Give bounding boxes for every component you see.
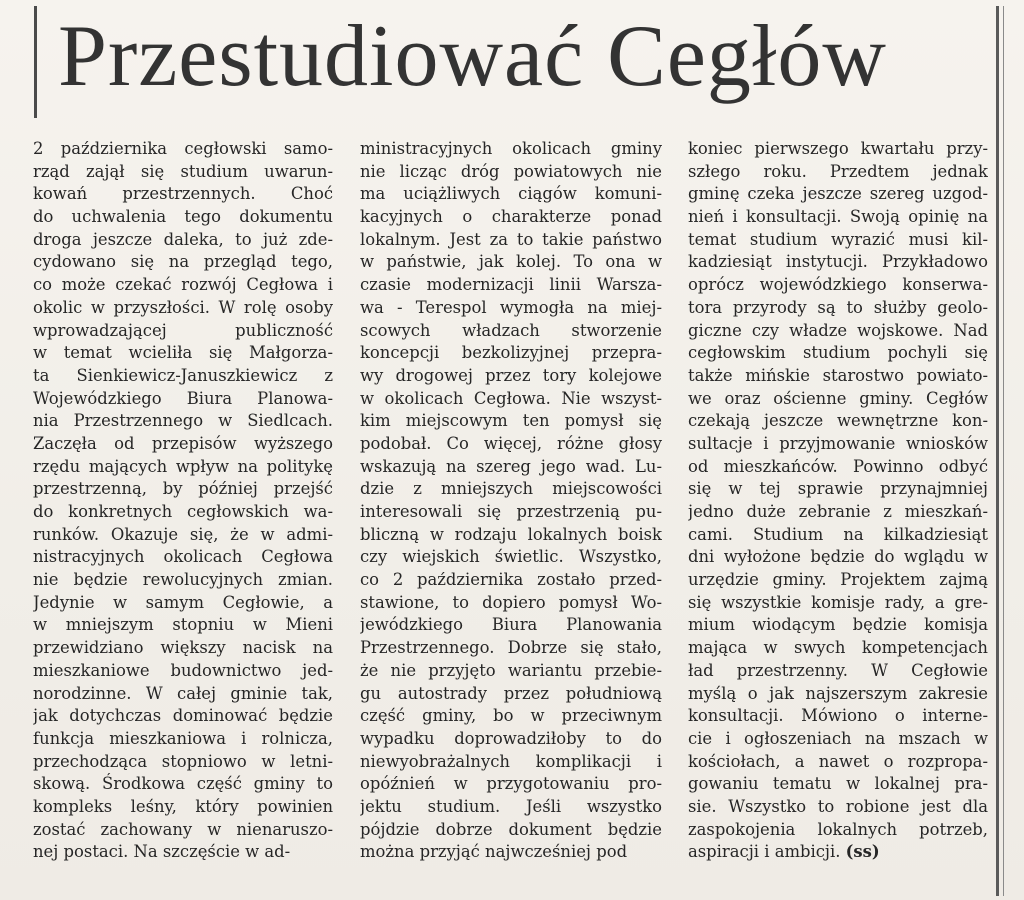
article-line: niewyobrażalnych komplikacji i (360, 751, 662, 771)
article-line: do uchwalenia tego dokumentu (33, 207, 333, 227)
article-line: oprócz wojewódzkiego konserwa- (688, 275, 988, 295)
article-line: szłego roku. Przedtem jednak (688, 161, 988, 181)
article-line: kadziesiąt instytucji. Przykładowo (688, 252, 988, 272)
article-line: że nie przyjęto wariantu przebie- (360, 660, 662, 680)
article-line: gowaniu tematu w lokalnej pra- (688, 774, 988, 794)
article-line: opóźnień w przygotowaniu pro- (360, 774, 662, 794)
article-line: gminę czeka jeszcze szereg uzgod- (688, 184, 988, 204)
article-line: funkcja mieszkaniowa i rolnicza, (33, 728, 333, 748)
article-line: się wszystkie komisje rady, a gre- (688, 592, 988, 612)
article-line: Jedynie w samym Cegłowie, a (33, 592, 333, 612)
article-line: sultacje i przyjmowanie wniosków (688, 433, 988, 453)
article-line: do konkretnych cegłowskich wa- (33, 502, 333, 521)
article-line: skową. Środkowa część gminy to (33, 774, 333, 794)
article-line: jektu studium. Jeśli wszystko (360, 796, 662, 816)
article-line: we oraz ościenne gminy. Cegłów (688, 388, 988, 408)
article-line: cydowano się na przegląd tego, (33, 252, 333, 272)
article-line: dzie z mniejszych miejscowości (360, 479, 662, 499)
article-line: nie będzie rewolucyjnych zmian. (33, 570, 333, 590)
article-line: co 2 października zostało przed- (360, 570, 662, 590)
article-line: zostać zachowany w nienaruszo- (33, 819, 333, 839)
article-line: kompleks leśny, który powinien (33, 796, 333, 816)
article-line: w państwie, jak kolej. To ona w (360, 252, 662, 272)
article-line: koniec pierwszego kwartału przy- (688, 139, 988, 158)
article-line: Zaczęła od przepisów wyższego (33, 433, 333, 453)
article-line: wskazują na szereg jego wad. Lu- (360, 456, 662, 476)
article-line: giczne czy władze wojskowe. Nad (688, 320, 988, 340)
article-line: interesowali się przestrzenią pu- (360, 502, 662, 521)
article-line: mium wiodącym będzie komisja (688, 615, 988, 635)
article-line: lokalnym. Jest za to takie państwo (360, 229, 662, 249)
article-line: także mińskie starostwo powiato- (688, 365, 988, 385)
article-line: jewódzkiego Biura Planowania (360, 615, 662, 635)
article-line: myślą o jak najszerszym zakresie (688, 683, 988, 703)
right-rule-thin (1003, 6, 1004, 896)
article-line: okolic w przyszłości. W rolę osoby (33, 297, 333, 317)
article-line: przestrzenną, by później przejść (33, 479, 333, 499)
article-line: rząd zajął się studium uwarun- (33, 161, 333, 181)
article-line: przechodząca stopniowo w letni- (33, 751, 333, 771)
article-line: kościołach, a nawet o rozpropa- (688, 751, 988, 771)
author-signature: (ss) (845, 842, 880, 862)
article-line: stawione, to dopiero pomysł Wo- (360, 592, 662, 612)
article-line: runków. Okazuje się, że w admi- (33, 524, 333, 544)
article-line: w temat wcieliła się Małgorza- (33, 343, 333, 363)
article-line: można przyjąć najwcześniej pod (360, 842, 628, 862)
article-line: norodzinne. W całej gminie tak, (33, 683, 333, 703)
article-column-2 (360, 138, 662, 864)
article-line: urzędzie gminy. Projektem zajmą (688, 570, 988, 590)
article-line: nej postaci. Na szczęście w ad- (33, 842, 291, 862)
article-line: czy wiejskich świetlic. Wszystko, (360, 547, 662, 567)
article-line: wy drogowej przez tory kolejowe (360, 365, 662, 385)
article-line: jak dotychczas dominować będzie (33, 706, 333, 726)
article-line: wypadku doprowadziłoby to do (360, 728, 662, 748)
article-line: jedno duże zebranie z mieszkań- (688, 502, 988, 521)
article-line: Wojewódzkiego Biura Planowa- (33, 388, 333, 408)
article-line: się w tej sprawie przynajmniej (688, 479, 988, 499)
article-line: aspiracji i ambicji. (ss) (688, 842, 880, 862)
article-line: wprowadzającej publiczność (33, 320, 333, 340)
article-line: wa - Terespol wymogła na miej- (360, 297, 662, 317)
article-line: w okolicach Cegłowa. Nie wszyst- (360, 388, 662, 408)
article-line: ta Sienkiewicz-Januszkiewicz z (33, 365, 333, 385)
article-line: cami. Studium na kilkadziesiąt (688, 524, 988, 544)
article-line: sie. Wszystko to robione jest dla (688, 796, 988, 816)
article-line: w mniejszym stopniu w Mieni (33, 615, 333, 635)
article-line: mająca w swych kompetencjach (688, 638, 988, 658)
article-line: cegłowskim studium pochyli się (688, 343, 988, 363)
article-line: ma uciążliwych ciągów komuni- (360, 184, 662, 204)
article-line: temat studium wyrazić musi kil- (688, 229, 988, 249)
right-rule (996, 6, 999, 896)
article-line: gu autostrady przez południową (360, 683, 662, 703)
article-line: czasie modernizacji linii Warsza- (360, 275, 662, 295)
article-column-3 (688, 138, 988, 864)
article-line: rzędu mających wpływ na politykę (33, 456, 333, 476)
article-line: konsultacji. Mówiono o interne- (688, 706, 988, 726)
article-line: czekają jeszcze wewnętrzne kon- (688, 411, 988, 431)
article-line: kim miejscowym ten pomysł się (360, 411, 662, 431)
article-line: koncepcji bezkolizyjnej przepra- (360, 343, 662, 363)
article-line: ład przestrzenny. W Cegłowie (688, 660, 988, 680)
article-line: nień i konsultacji. Swoją opinię na (688, 207, 988, 227)
article-line: zaspokojenia lokalnych potrzeb, (688, 819, 988, 839)
article-line: cie i ogłoszeniach na mszach w (688, 728, 988, 748)
article-line: scowych władzach stworzenie (360, 320, 662, 340)
article-line: dni wyłożone będzie do wglądu w (688, 547, 988, 567)
article-column-1 (33, 138, 333, 864)
article-line: tora przyrody są to służby geolo- (688, 297, 988, 317)
article-line: podobał. Co więcej, różne głosy (360, 433, 662, 453)
article-line: część gminy, bo w przeciwnym (360, 706, 662, 726)
article-line: od mieszkańców. Powinno odbyć (688, 456, 988, 476)
article-line: co może czekać rozwój Cegłowa i (33, 275, 333, 295)
article-line: mieszkaniowe budownictwo jed- (33, 660, 333, 680)
article-line: Przestrzennego. Dobrze się stało, (360, 638, 662, 658)
left-rule (34, 6, 37, 118)
article-line: kacyjnych o charakterze ponad (360, 207, 662, 227)
article-line: droga jeszcze daleka, to już zde- (33, 229, 333, 249)
article-line: nistracyjnych okolicach Cegłowa (33, 547, 333, 567)
article-headline: Przestudiować Cegłów (58, 8, 887, 105)
article-line: nie licząc dróg powiatowych nie (360, 161, 662, 181)
article-line: 2 października cegłowski samo- (33, 139, 333, 158)
article-line: pójdzie dobrze dokument będzie (360, 819, 662, 839)
article-line: przewidziano większy nacisk na (33, 638, 333, 658)
article-line: kowań przestrzennych. Choć (33, 184, 333, 204)
article-line: ministracyjnych okolicach gminy (360, 139, 662, 158)
article-line: bliczną w rodzaju lokalnych boisk (360, 524, 662, 544)
article-line: nia Przestrzennego w Siedlcach. (33, 411, 333, 431)
